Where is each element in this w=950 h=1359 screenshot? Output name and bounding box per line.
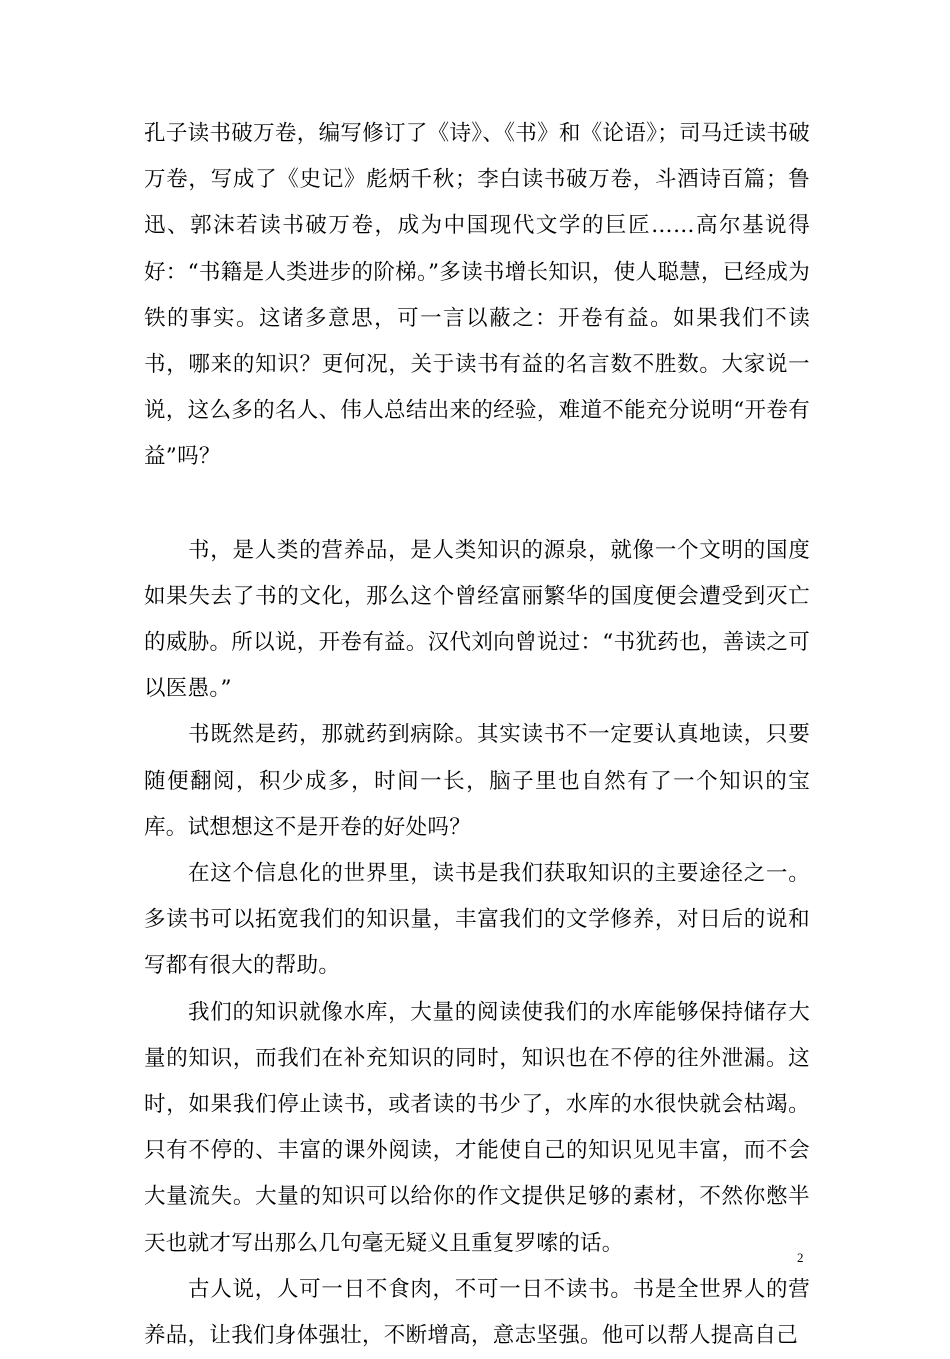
paragraph-ancients-saying: 古人说，人可一日不食肉，不可一日不读书。书是全世界人的营养品，让我们身体强壮，不断增高，意志坚强。他可以帮人提高自己 <box>144 1276 810 1349</box>
page-number: 2 <box>797 1250 804 1265</box>
paragraph-gap <box>144 481 810 528</box>
paragraph-books-nourishment: 书，是人类的营养品，是人类知识的源泉，就像一个文明的国度如果失去了书的文化，那么这个曾经富丽繁华的国度便会遭受到灭亡的威胁。所以说，开卷有益。汉代刘向曾说过：“书犹药也，善读之可以医愚。” <box>144 537 810 702</box>
paragraph-books-medicine: 书既然是药，那就药到病除。其实读书不一定要认真地读，只要随便翻阅，积少成多，时间一长，脑子里也自然有了一个知识的宝库。试想想这不是开卷的好处吗？ <box>144 722 810 840</box>
paragraph-knowledge-reservoir: 我们的知识就像水库，大量的阅读使我们的水库能够保持储存大量的知识，而我们在补充知识的同时，知识也在不停的往外泄漏。这时，如果我们停止读书，或者读的书少了，水库的水很快就会枯竭。只有不停的、丰富的课外阅读，才能使自己的知识见见丰富，而不会大量流失。大量的知识可以给你的作文提供足够的素材，不然你憋半天也就才写出那么几句毫无疑义且重复罗嗦的话。 <box>144 999 810 1256</box>
paragraph-information-age: 在这个信息化的世界里，读书是我们获取知识的主要途径之一。多读书可以拓宽我们的知识量，丰富我们的文学修养，对日后的说和写都有很大的帮助。 <box>144 861 810 979</box>
document-body <box>144 111 810 1359</box>
paragraph-famous-readers: 孔子读书破万卷，编写修订了《诗》、《书》和《论语》；司马迁读书破万卷，写成了《史记》彪炳千秋；李白读书破万卷，斗酒诗百篇；鲁迅、郭沫若读书破万卷，成为中国现代文学的巨匠……高尔基说得好：“书籍是人类进步的阶梯。”多读书增长知识，使人聪慧，已经成为铁的事实。这诸多意思，可一言以蔽之：开卷有益。如果我们不读书，哪来的知识？更何况，关于读书有益的名言数不胜数。大家说一说，这么多的名人、伟人总结出来的经验，难道不能充分说明“开卷有益”吗？ <box>144 121 810 470</box>
